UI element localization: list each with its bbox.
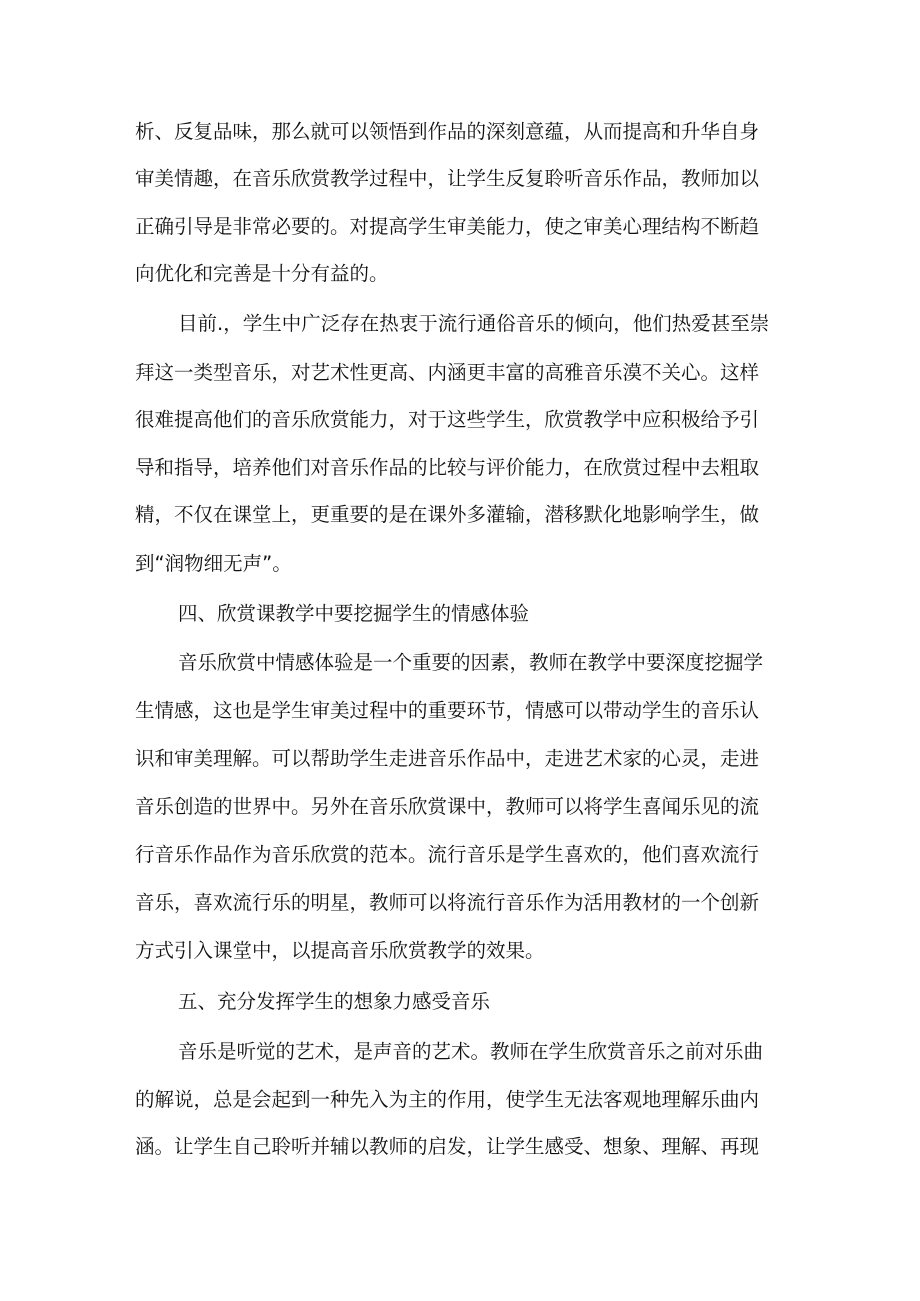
text-line — [0, 1127, 920, 1167]
text-line-content: 识和审美理解。可以帮助学生走进音乐作品中，走进艺术家的心灵，走进 — [135, 747, 760, 770]
section-heading — [0, 982, 920, 1022]
text-line — [0, 1080, 920, 1120]
text-line-content: 音乐，喜欢流行乐的明星，教师可以将流行音乐作为活用教材的一个创新 — [135, 891, 760, 914]
text-line — [0, 691, 920, 731]
text-line — [0, 448, 920, 488]
text-line-content: 的解说，总是会起到一种先入为主的作用，使学生无法客观地理解乐曲内 — [135, 1088, 760, 1111]
text-line — [0, 931, 920, 971]
text-line — [0, 835, 920, 875]
text-line — [0, 643, 920, 683]
text-line — [0, 353, 920, 393]
text-line — [0, 159, 920, 199]
text-line — [0, 495, 920, 535]
text-line — [0, 739, 920, 779]
text-line-content: 析、反复品味，那么就可以领悟到作品的深刻意蕴，从而提高和升华自身 — [135, 120, 760, 143]
text-line-content: 行音乐作品作为音乐欣赏的范本。流行音乐是学生喜欢的，他们喜欢流行 — [135, 843, 760, 866]
text-line — [0, 883, 920, 923]
text-line — [0, 787, 920, 827]
text-line — [0, 207, 920, 247]
text-line-content: 音乐是听觉的艺术，是声音的艺术。教师在学生欣赏音乐之前对乐曲 — [178, 1040, 764, 1063]
text-line-content: 正确引导是非常必要的。对提高学生审美能力，使之审美心理结构不断趋 — [135, 215, 760, 238]
text-line — [0, 112, 920, 152]
text-line — [0, 304, 920, 344]
text-line — [0, 400, 920, 440]
text-line — [0, 254, 920, 294]
text-line-content: 方式引入课堂中，以提高音乐欣赏教学的效果。 — [135, 939, 545, 962]
text-line-content: 生情感，这也是学生审美过程中的重要环节，情感可以带动学生的音乐认 — [135, 699, 760, 722]
section-heading — [0, 594, 920, 634]
text-line-content: 音乐创造的世界中。另外在音乐欣赏课中，教师可以将学生喜闻乐见的流 — [135, 795, 760, 818]
text-line-content: 向优化和完善是十分有益的。 — [135, 262, 389, 285]
text-line-content: 精，不仅在课堂上，更重要的是在课外多灌输，潜移默化地影响学生，做 — [135, 503, 760, 526]
text-line-content: 审美情趣，在音乐欣赏教学过程中，让学生反复聆听音乐作品，教师加以 — [135, 167, 760, 190]
text-line — [0, 1032, 920, 1072]
text-line-content: 到“润物细无声”。 — [135, 552, 292, 575]
text-line-content: 音乐欣赏中情感体验是一个重要的因素，教师在教学中要深度挖掘学 — [178, 651, 764, 674]
text-line-content: 导和指导，培养他们对音乐作品的比较与评价能力，在欣赏过程中去粗取 — [135, 456, 760, 479]
text-line-content: 涵。让学生自己聆听并辅以教师的启发，让学生感受、想象、理解、再现 — [135, 1135, 760, 1158]
text-line — [0, 544, 920, 584]
text-line-content: 目前.，学生中广泛存在热衷于流行通俗音乐的倾向，他们热爱甚至崇 — [178, 312, 770, 335]
section-heading-text: 四、欣赏课教学中要挖掘学生的情感体验 — [178, 602, 530, 625]
section-heading-text: 五、充分发挥学生的想象力感受音乐 — [178, 990, 491, 1013]
text-line-content: 很难提高他们的音乐欣赏能力，对于这些学生，欣赏教学中应积极给予引 — [135, 408, 760, 431]
text-line-content: 拜这一类型音乐，对艺术性更高、内涵更丰富的高雅音乐漠不关心。这样 — [135, 361, 760, 384]
